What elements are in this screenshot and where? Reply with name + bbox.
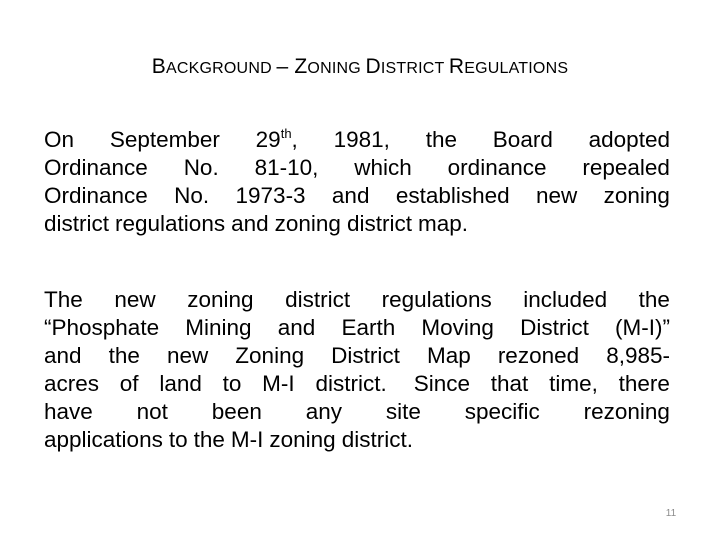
- text-line: [44, 210, 670, 238]
- word: zoning: [187, 287, 254, 312]
- word: zoning: [269, 427, 336, 452]
- text-line: [44, 182, 670, 210]
- word: (M-I)”: [615, 315, 670, 340]
- title-part: D: [365, 55, 381, 78]
- word: 81-10,: [254, 155, 319, 180]
- word: No.: [183, 155, 219, 180]
- word: Earth: [341, 315, 396, 340]
- text-line: [44, 398, 670, 426]
- word: No.: [174, 183, 210, 208]
- word: new: [166, 343, 209, 368]
- title-part: ONING: [307, 60, 366, 77]
- word: The: [44, 287, 83, 312]
- word: On: [44, 127, 75, 152]
- word: which: [354, 155, 412, 180]
- text-line: [44, 126, 670, 154]
- word: and: [44, 343, 82, 368]
- word: district: [346, 211, 412, 236]
- title-part: Z: [294, 55, 308, 78]
- word: new: [536, 183, 578, 208]
- word: 8,985-: [606, 343, 670, 368]
- word: to: [222, 371, 242, 396]
- text-line: [44, 370, 670, 398]
- word: 1981,: [333, 127, 390, 152]
- word: included: [523, 287, 608, 312]
- text-line: [44, 426, 670, 454]
- text-line: [44, 154, 670, 182]
- word: [256, 126, 298, 154]
- word: not: [136, 399, 168, 424]
- title-part: EGULATIONS: [464, 60, 569, 77]
- word: site: [385, 399, 421, 424]
- title-part: R: [448, 55, 465, 78]
- word: district.: [341, 427, 413, 452]
- word: Mining: [185, 315, 252, 340]
- word: rezoned: [497, 343, 580, 368]
- text-line: [44, 314, 670, 342]
- word: adopted: [588, 127, 670, 152]
- word: to: [168, 427, 188, 452]
- word: regulations: [381, 287, 492, 312]
- word: the: [108, 343, 140, 368]
- word: district: [285, 287, 351, 312]
- word: any: [305, 399, 342, 424]
- word-punctuation: ,: [291, 127, 298, 152]
- word: “Phosphate: [44, 315, 160, 340]
- ordinal-suffix: th: [280, 126, 292, 141]
- word: new: [114, 287, 156, 312]
- word: Board: [492, 127, 553, 152]
- word: specific: [464, 399, 540, 424]
- word: and: [331, 183, 370, 208]
- word: land: [159, 371, 202, 396]
- word: that: [490, 371, 529, 396]
- word: and: [231, 211, 269, 236]
- paragraph-ordinance-history: [44, 126, 670, 238]
- word: District: [520, 315, 589, 340]
- word: M-I: [262, 371, 295, 396]
- word: been: [211, 399, 262, 424]
- word: rezoning: [583, 399, 670, 424]
- word: district.: [315, 371, 387, 396]
- paragraph-mining-district: [44, 286, 670, 454]
- word: M-I: [230, 427, 264, 452]
- word: repealed: [582, 155, 670, 180]
- word: ordinance: [447, 155, 547, 180]
- word: zoning: [274, 211, 341, 236]
- word: the: [425, 127, 457, 152]
- word: acres: [44, 371, 100, 396]
- title-part: –: [276, 55, 295, 78]
- word: Ordinance: [44, 155, 148, 180]
- word: Moving: [421, 315, 494, 340]
- text-line: [44, 286, 670, 314]
- title-part: B: [151, 55, 167, 78]
- word: and: [277, 315, 316, 340]
- word: regulations: [115, 211, 226, 236]
- title-part: ISTRICT: [380, 60, 449, 77]
- word: Ordinance: [44, 183, 148, 208]
- word: September: [109, 127, 220, 152]
- word: applications: [44, 427, 163, 452]
- word: 1973-3: [235, 183, 306, 208]
- text-line: [44, 342, 670, 370]
- word: Since: [407, 371, 471, 396]
- word: Map: [426, 343, 471, 368]
- word: Zoning: [235, 343, 305, 368]
- title-part: ACKGROUND: [166, 60, 277, 77]
- word: zoning: [603, 183, 670, 208]
- word: District: [331, 343, 400, 368]
- slide-title: [60, 52, 660, 84]
- word: of: [119, 371, 139, 396]
- word-text: 29: [255, 127, 281, 152]
- page-number: 11: [665, 508, 677, 519]
- word: the: [638, 287, 670, 312]
- word: have: [44, 399, 93, 424]
- word: time,: [549, 371, 598, 396]
- word: district: [44, 211, 110, 236]
- word: established: [395, 183, 510, 208]
- word: the: [193, 427, 225, 452]
- word: map.: [417, 211, 468, 236]
- word: there: [618, 371, 670, 396]
